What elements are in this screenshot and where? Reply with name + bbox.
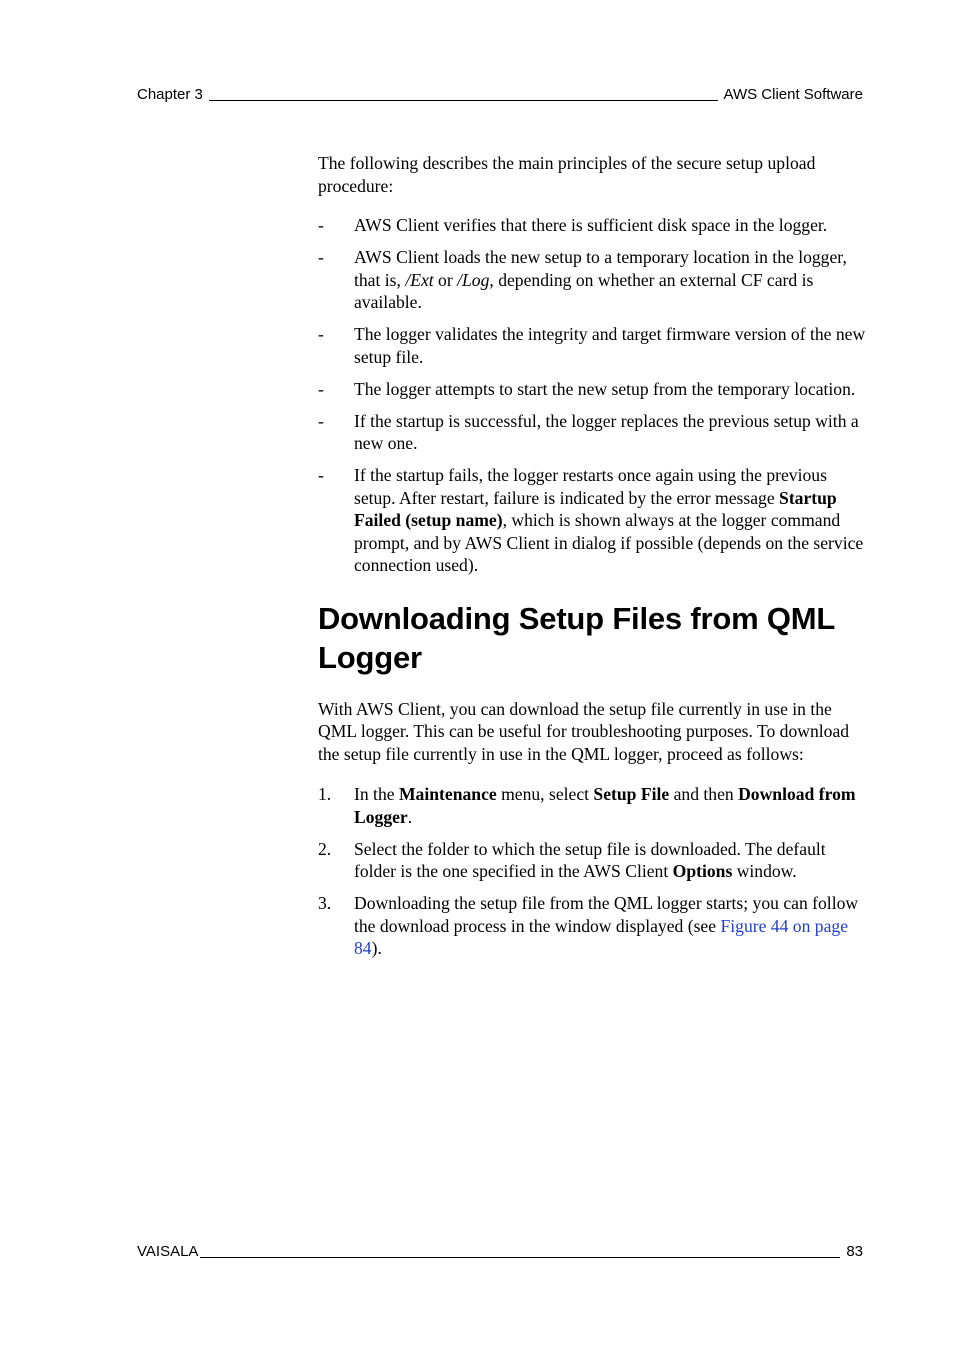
- list-item-text: , which is shown always at the logger command prompt, and by AWS Client in dialog if possible (depends on the service connection used).: [354, 510, 864, 575]
- section-title: AWS Client Software: [723, 86, 863, 103]
- list-item-text: The logger attempts to start the new setup from the temporary location.: [354, 378, 856, 399]
- dash-marker: -: [318, 378, 324, 399]
- list-item-text: AWS Client loads the new setup to a temporary location in the logger, that is,: [354, 247, 847, 290]
- dash-marker: -: [318, 410, 324, 431]
- download-intro-paragraph: With AWS Client, you can download the setup file currently in use in the QML logger. This can be useful for troubleshooting purposes. To download the setup file currently in use in the QML logger, proceed as follows:: [318, 698, 850, 764]
- step-number: 1.: [318, 784, 332, 804]
- step-item: [318, 838, 866, 883]
- dash-marker: -: [318, 324, 324, 344]
- download-steps-list: [318, 783, 866, 960]
- list-item-text: If the startup is successful, the logger replaces the previous setup with a new one.: [354, 410, 859, 453]
- dash-marker: -: [318, 215, 324, 235]
- step-text: .: [407, 806, 413, 827]
- step-text: window.: [732, 861, 797, 881]
- intro-paragraph: The following describes the main principles of the secure setup upload procedure:: [318, 153, 816, 196]
- section-heading: Downloading Setup Files from QML Logger: [318, 600, 835, 675]
- dash-marker: -: [318, 247, 324, 267]
- ext-path: /Ext: [405, 269, 434, 290]
- step-text: and then: [669, 784, 739, 804]
- list-item: [318, 378, 866, 401]
- step-item: [318, 783, 866, 828]
- list-item-text: The logger validates the integrity and target firmware version of the new setup file.: [354, 324, 866, 367]
- list-item-text: If the startup fails, the logger restarts once again using the previous setup. After restart, failure is indicated by the error message: [354, 465, 827, 508]
- list-item-text: , depending on whether an external CF card is available.: [354, 269, 814, 312]
- header-rule: [209, 99, 718, 101]
- page-number: 83: [846, 1243, 863, 1260]
- list-item-text: AWS Client verifies that there is sufficient disk space in the logger.: [354, 215, 828, 235]
- download-from-logger-menu-name: Download from Logger: [354, 784, 856, 827]
- list-item: [318, 214, 866, 237]
- error-message: Startup Failed (setup name): [354, 487, 837, 530]
- step-number: 3.: [318, 893, 332, 913]
- step-text: menu, select: [496, 784, 594, 804]
- list-item: [318, 410, 866, 455]
- step-text: In the: [354, 784, 399, 804]
- list-item: [318, 464, 866, 577]
- list-item: [318, 323, 866, 368]
- chapter-label: Chapter 3: [137, 86, 203, 103]
- setup-file-menu-name: Setup File: [593, 784, 670, 804]
- list-item: [318, 246, 866, 314]
- dash-marker: -: [318, 465, 324, 485]
- footer-rule: [200, 1256, 840, 1258]
- figure-reference-link[interactable]: Figure 44 on page 84: [354, 915, 848, 958]
- list-item-text: or: [433, 269, 458, 290]
- step-text: Downloading the setup file from the QML logger starts; you can follow the download process in the window displayed (see: [354, 893, 859, 936]
- step-number: 2.: [318, 838, 332, 859]
- page-header: [137, 86, 863, 104]
- page-footer: [137, 1243, 863, 1261]
- step-text: ).: [371, 938, 382, 958]
- upload-principles-list: [318, 214, 866, 577]
- options-window-name: Options: [672, 861, 733, 881]
- page-body: [318, 152, 866, 969]
- step-item: [318, 892, 866, 960]
- maintenance-menu-name: Maintenance: [398, 784, 497, 804]
- company-name: VAISALA: [137, 1243, 199, 1260]
- step-text: Select the folder to which the setup file is downloaded. The default folder is the one specified in the AWS Client: [354, 838, 826, 881]
- log-path: /Log: [457, 269, 490, 290]
